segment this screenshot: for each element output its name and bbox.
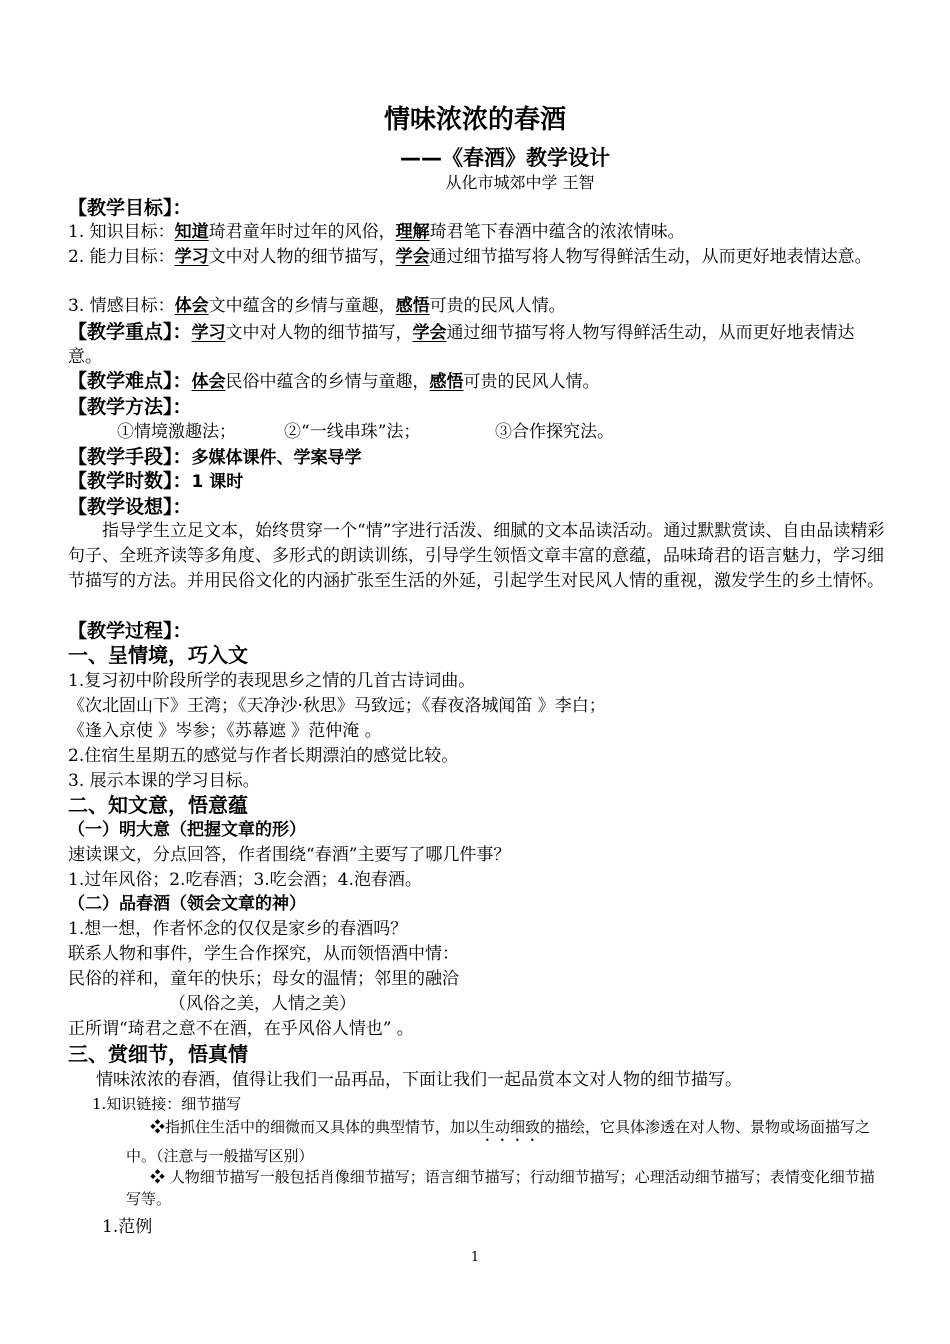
section-2-line: 民俗的祥和，童年的快乐；母女的温情；邻里的融洽 xyxy=(68,969,459,989)
process-heading: 【教学过程】： xyxy=(68,620,192,642)
section-1-title: 一、呈情境，巧入文 xyxy=(68,643,248,667)
section-2-line: 1.过年风俗；2.吃春酒；3.吃会酒；4.泡春酒。 xyxy=(68,870,422,890)
means-line: 【教学手段】：多媒体课件、学案导学 xyxy=(68,446,362,468)
document-subtitle: ——《春酒》教学设计 xyxy=(400,146,610,170)
difficulty-heading: 【教学难点】： xyxy=(68,370,192,392)
section-3-title: 三、赏细节，悟真情 xyxy=(68,1042,248,1066)
means-heading: 【教学手段】： xyxy=(68,446,192,468)
hours-line: 【教学时数】：1 课时 xyxy=(68,470,244,492)
section-2-title: 二、知文意，悟意蕴 xyxy=(68,793,248,817)
goal-ability: 2. 能力目标：学习文中对人物的细节描写，学会通过细节描写将人物写得鲜活生动，从而更好地表情达意。 xyxy=(68,247,872,267)
section-2-line: 1.想一想，作者怀念的仅仅是家乡的春酒吗？ xyxy=(68,919,408,939)
section-3-line: 1.知识链接：细节描写 xyxy=(92,1095,242,1113)
goal-knowledge: 1. 知识目标：知道琦君童年时过年的风俗，理解琦君笔下春酒中蕴含的浓浓情味。 xyxy=(68,222,685,242)
page-number: 1 xyxy=(470,1250,480,1265)
method-item: ②“一线串珠”法； xyxy=(284,422,421,442)
section-2-part-2: （二）品春酒（领会文章的神） xyxy=(68,894,306,914)
idea-heading: 【教学设想】： xyxy=(68,496,192,518)
section-3-line: 情味浓浓的春酒，值得让我们一品再品，下面让我们一起品赏本文对人物的细节描写。 xyxy=(96,1070,742,1090)
section-2-part-1: （一）明大意（把握文章的形） xyxy=(68,820,306,840)
section-2-line: 速读课文，分点回答，作者围绕“春酒”主要写了哪几件事？ xyxy=(68,845,511,865)
section-1-line: 1.复习初中阶段所学的表现思乡之情的几首古诗词曲。 xyxy=(68,671,476,691)
section-2-line: 正所谓“琦君之意不在酒，在乎风俗人情也” 。 xyxy=(68,1019,414,1039)
author-line: 从化市城郊中学 王智 xyxy=(445,173,595,192)
idea-paragraph: 指导学生立足文本，始终贯穿一个“情”字进行活泼、细腻的文本品读活动。通过默默赏读、自由品读精彩句子、全班齐读等多角度、多形式的朗读训练，引导学生领悟文章丰富的意蕴，品味琦君的语言魅力，学习细节描写的方法。并用民俗文化的内涵扩张至生活的外延，引起学生对民风人情的重视，激发学生的乡土情怀。 xyxy=(68,521,885,591)
section-3-line: 1.范例 xyxy=(102,1217,153,1237)
section-2-line: （风俗之美，人情之美） xyxy=(169,994,356,1014)
section-1-line: 3. 展示本课的学习目标。 xyxy=(68,771,260,791)
methods-heading: 【教学方法】： xyxy=(68,396,192,418)
section-2-line: 联系人物和事件，学生合作探究，从而领悟酒中情： xyxy=(68,944,459,964)
detail-bullet: ❖ 人物细节描写一般包括肖像细节描写；语言细节描写；行动细节描写；心理活动细节描写；表情变化细节描写等。 xyxy=(126,1168,875,1208)
document-title: 情味浓浓的春酒 xyxy=(383,105,566,135)
goals-heading: 【教学目标】： xyxy=(68,197,192,219)
section-1-line: 《次北固山下》王湾；《天净沙·秋思》马致远；《春夜洛城闻笛 》李白； xyxy=(68,696,606,716)
difficulty-paragraph: 【教学难点】：体会民俗中蕴含的乡情与童趣，感悟可贵的民风人情。 xyxy=(68,370,600,392)
goal-emotion: 3. 情感目标：体会文中蕴含的乡情与童趣，感悟可贵的民风人情。 xyxy=(68,296,566,316)
section-1-line: 2.住宿生星期五的感觉与作者长期漂泊的感觉比较。 xyxy=(68,746,459,766)
method-item: ①情境激趣法； xyxy=(117,422,236,442)
method-item: ③合作探究法。 xyxy=(495,422,614,442)
keypoint-heading: 【教学重点】： xyxy=(68,321,192,343)
keypoint-paragraph: 【教学重点】：学习文中对人物的细节描写，学会通过细节描写将人物写得鲜活生动，从而更好地表情达意。 xyxy=(68,321,855,367)
detail-bullet: ❖指抓住生活中的细微而又具体的典型情节，加以生动细致的描绘，它具体渗透在对人物、景物或场面描写之中。（注意与一般描写区别） xyxy=(126,1118,871,1165)
hours-heading: 【教学时数】： xyxy=(68,470,192,492)
section-1-line: 《逢入京使 》岑参；《苏幕遮 》范仲淹 。 xyxy=(68,721,382,741)
